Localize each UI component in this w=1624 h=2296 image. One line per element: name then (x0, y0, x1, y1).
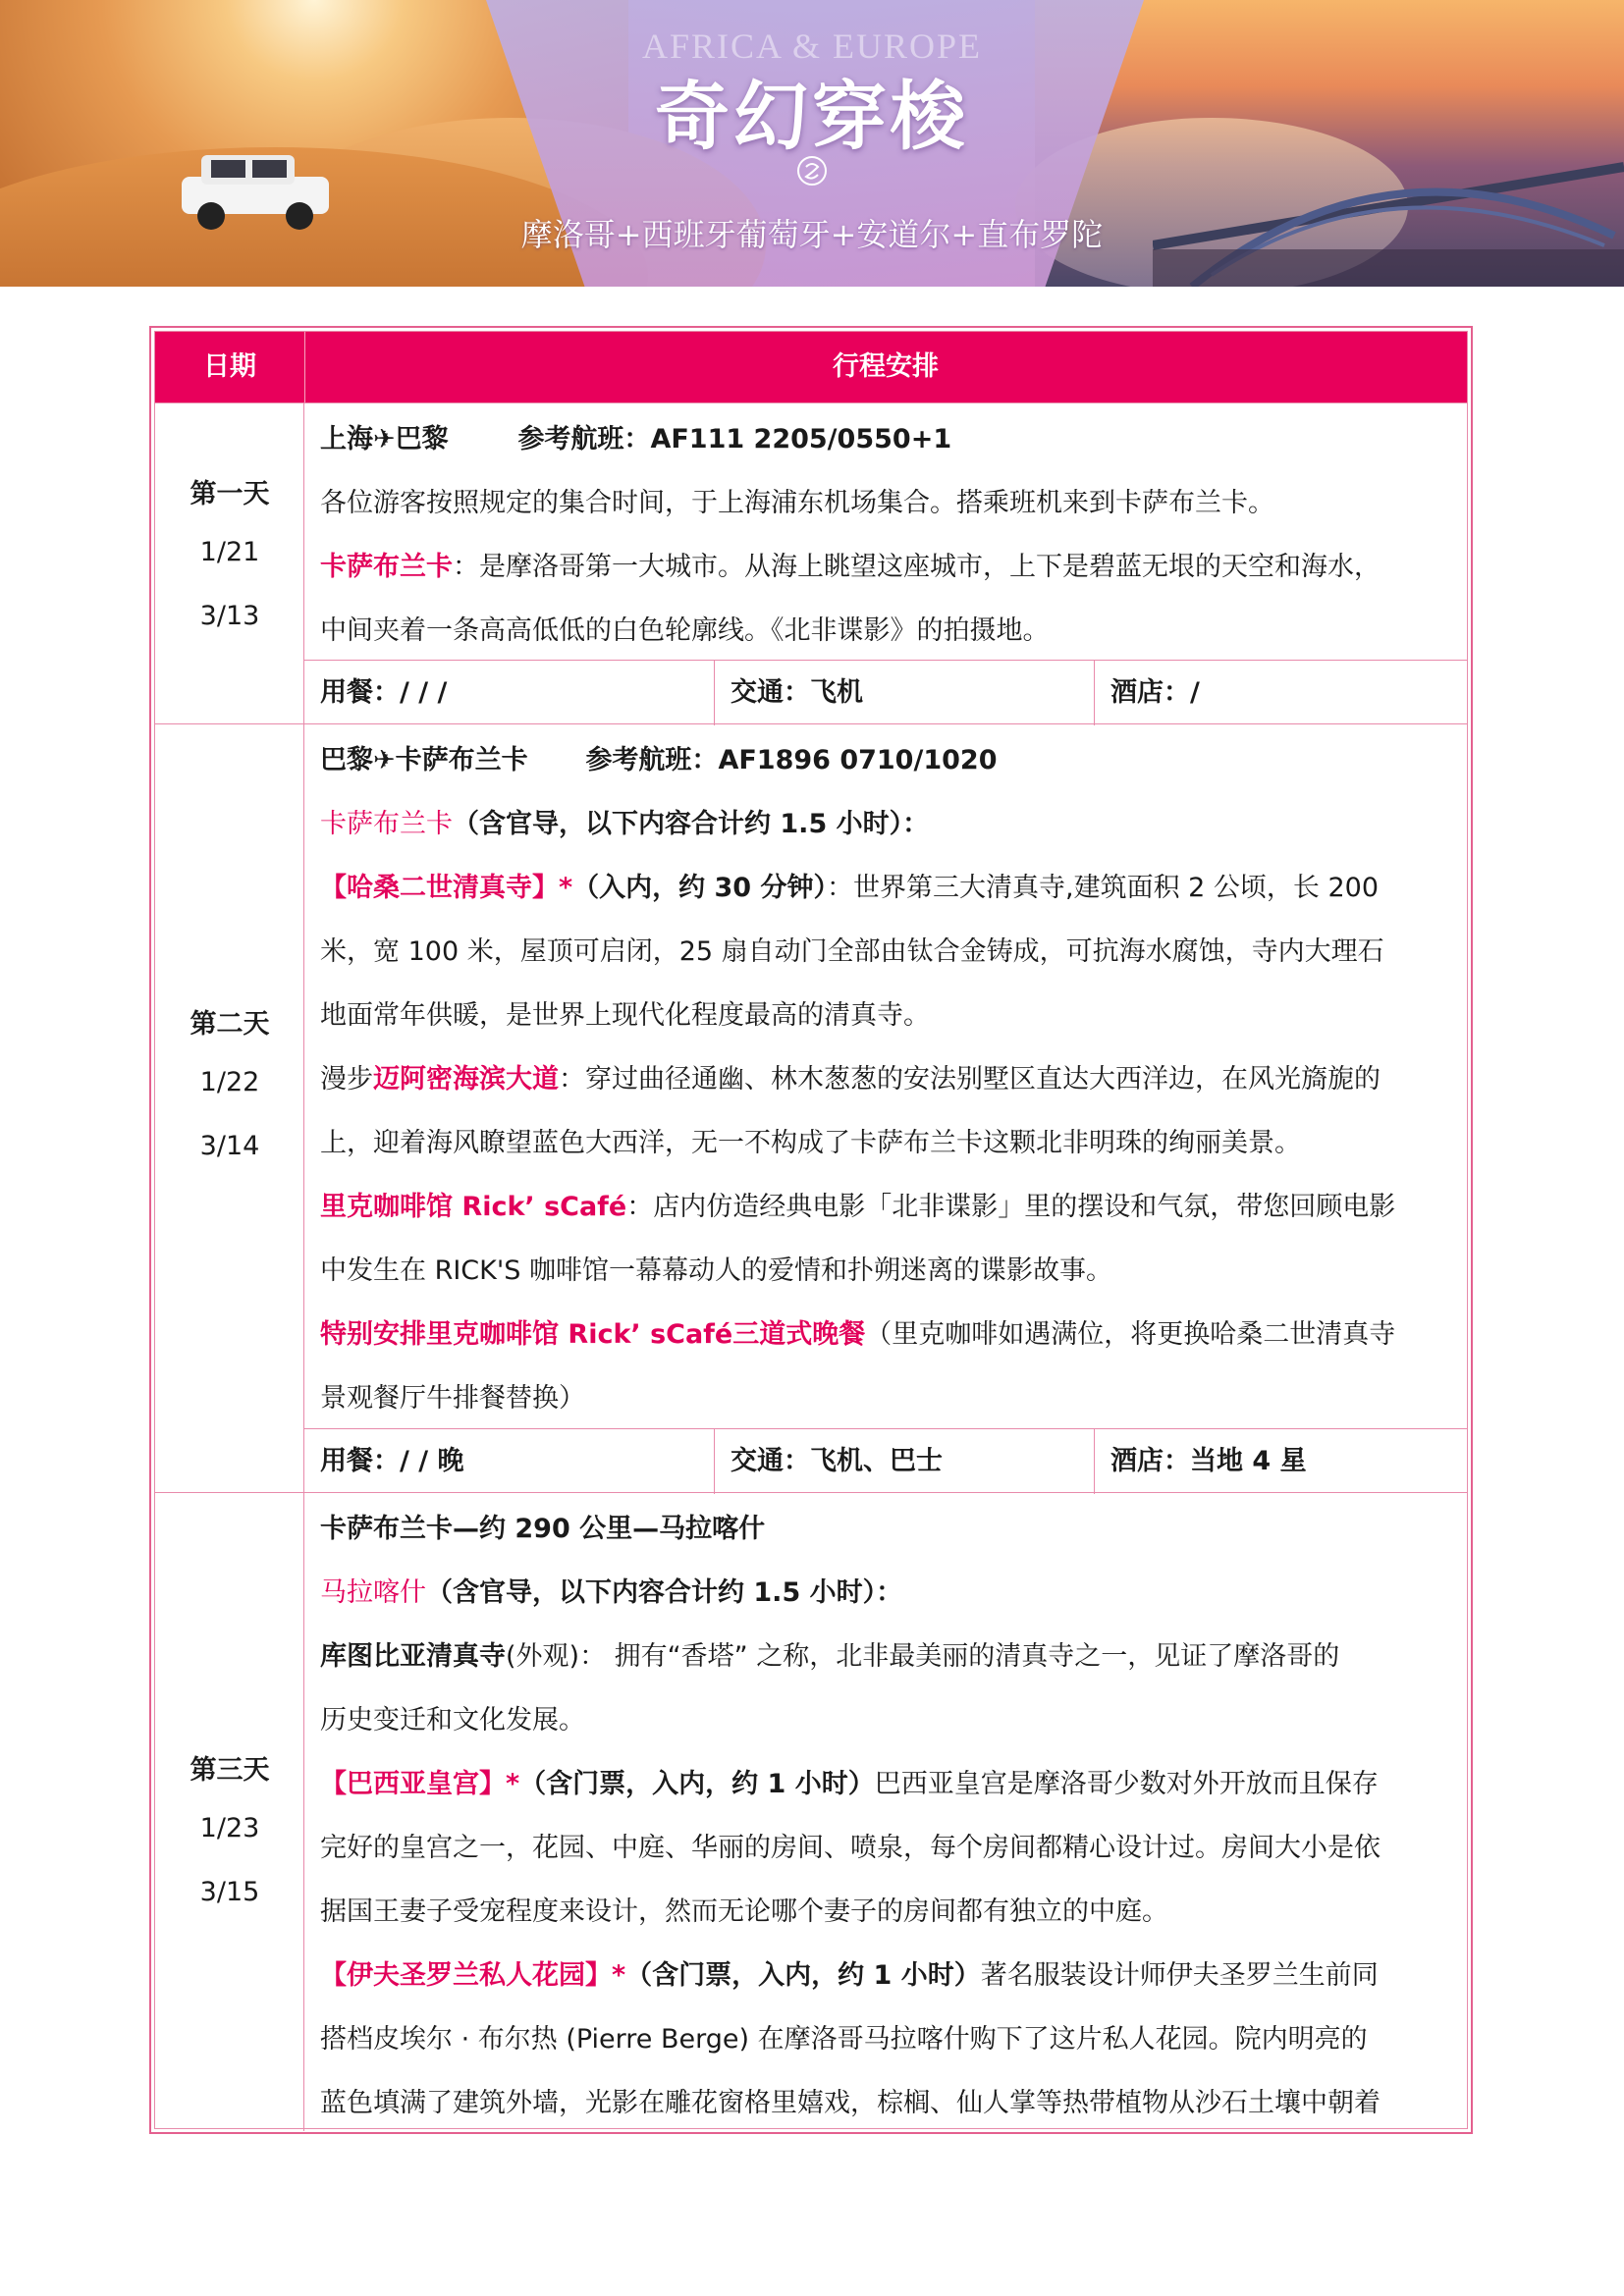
paragraph: 据国王妻子受宠程度来设计，然而无论哪个妻子的房间都有独立的中庭。 (320, 1896, 1168, 1927)
date-2: 3/15 (199, 1877, 260, 1907)
date-1: 1/21 (199, 537, 260, 567)
paragraph: 景观餐厅牛排餐替换） (320, 1383, 585, 1414)
date-1: 1/23 (199, 1813, 260, 1843)
route: 巴黎✈卡萨布兰卡 (320, 745, 528, 775)
day-summary (304, 660, 1467, 725)
keyword: 【哈桑二世清真寺】* (320, 873, 573, 903)
paragraph: 【伊夫圣罗兰私人花园】*（含门票，入内，约 1 小时）著名服装设计师伊夫圣罗兰生前同 (320, 1960, 1379, 1991)
header-date: 日期 (155, 332, 305, 402)
route-line: 卡萨布兰卡—约 290 公里—马拉喀什 (320, 1514, 766, 1544)
banner-subtitle: 摩洛哥+西班牙葡萄牙+安道尔+直布罗陀 (520, 216, 1104, 253)
keyword: 卡萨布兰卡 (320, 552, 453, 582)
day-summary (304, 1428, 1467, 1494)
route: 上海✈巴黎 (320, 424, 449, 454)
paragraph: 马拉喀什（含官导，以下内容合计约 1.5 小时）： (320, 1577, 903, 1608)
route-line (320, 738, 1455, 776)
table-row-day2 (155, 723, 1467, 1493)
paragraph: 各位游客按照规定的集合时间，于上海浦东机场集合。搭乘班机来到卡萨布兰卡。 (320, 488, 1274, 518)
date-1: 1/22 (199, 1067, 260, 1097)
meal-info: 用餐：/ / 晚 (320, 1446, 464, 1476)
route-line (320, 417, 1455, 455)
paragraph: 上，迎着海风瞭望蓝色大西洋，无一不构成了卡萨布兰卡这颗北非明珠的绚丽美景。 (320, 1128, 1301, 1158)
keyword: 【伊夫圣罗兰私人花园】* (320, 1960, 626, 1991)
date-2: 3/13 (199, 601, 260, 631)
date-cell (155, 403, 304, 724)
paragraph: 中间夹着一条高高低低的白色轮廓线。《北非谍影》的拍摄地。 (320, 615, 1050, 646)
keyword: 库图比亚清真寺 (320, 1641, 506, 1672)
table-row-day1 (155, 402, 1467, 724)
brand-logo-icon (796, 155, 828, 187)
table-row-day3 (155, 1492, 1467, 2131)
transport-info: 交通：飞机 (714, 661, 1094, 725)
flight-label: 参考航班： (585, 745, 719, 775)
keyword: 特别安排里克咖啡馆 Rick’ sCafé三道式晚餐 (320, 1319, 866, 1350)
header-plan: 行程安排 (833, 351, 939, 382)
paragraph: 蓝色填满了建筑外墙，光影在雕花窗格里嬉戏，棕榈、仙人掌等热带植物从沙石土壤中朝着 (320, 2088, 1380, 2118)
date-cell (155, 1493, 304, 2131)
banner-en-title: AFRICA & EUROPE (641, 27, 983, 66)
banner-title: 奇幻穿梭 (655, 73, 969, 160)
transport-info: 交通：飞机、巴士 (714, 1429, 1094, 1494)
paragraph: 完好的皇宫之一，花园、中庭、华丽的房间、喷泉，每个房间都精心设计过。房间大小是依 (320, 1833, 1380, 1863)
paragraph: 卡萨布兰卡（含官导，以下内容合计约 1.5 小时）： (320, 809, 930, 839)
keyword: 马拉喀什 (320, 1577, 426, 1608)
header-banner (0, 0, 1624, 287)
flight-number: AF111 2205/0550+1 (650, 424, 952, 454)
paragraph: 里克咖啡馆 Rick’ sCafé：店内仿造经典电影「北非谍影」里的摆设和气氛，带您回顾电影 (320, 1192, 1396, 1222)
paragraph: 卡萨布兰卡：是摩洛哥第一大城市。从海上眺望这座城市，上下是碧蓝无垠的天空和海水， (320, 552, 1380, 582)
paragraph: 漫步迈阿密海滨大道：穿过曲径通幽、林木葱葱的安法别墅区直达大西洋边，在风光旖旎的 (320, 1064, 1380, 1095)
paragraph: 历史变迁和文化发展。 (320, 1705, 585, 1735)
date-2: 3/14 (199, 1131, 260, 1161)
paragraph: 地面常年供暖，是世界上现代化程度最高的清真寺。 (320, 1000, 930, 1031)
keyword: 里克咖啡馆 Rick’ sCafé (320, 1192, 627, 1222)
paragraph: 【哈桑二世清真寺】*（入内，约 30 分钟）：世界第三大清真寺,建筑面积 2 公顷，长 200 (320, 873, 1380, 903)
date-cell (155, 724, 304, 1493)
paragraph: 特别安排里克咖啡馆 Rick’ sCafé三道式晚餐（里克咖啡如遇满位，将更换哈桑二世清真寺 (320, 1319, 1396, 1350)
day-label: 第三天 (189, 1755, 270, 1786)
itinerary-table (149, 326, 1473, 2134)
hotel-info: 酒店：当地 4 星 (1094, 1429, 1467, 1494)
table-header (155, 332, 1467, 402)
paragraph: 库图比亚清真寺(外观)： 拥有“香塔” 之称，北非最美丽的清真寺之一，见证了摩洛哥的 (320, 1641, 1340, 1672)
day-label: 第一天 (189, 479, 270, 509)
flight-number: AF1896 0710/1020 (718, 745, 998, 775)
keyword: 【巴西亚皇宫】* (320, 1769, 520, 1799)
keyword: 卡萨布兰卡 (320, 809, 453, 839)
hotel-info: 酒店：/ (1094, 661, 1467, 725)
paragraph: 【巴西亚皇宫】*（含门票，入内，约 1 小时）巴西亚皇宫是摩洛哥少数对外开放而且保存 (320, 1769, 1379, 1799)
paragraph: 搭档皮埃尔 · 布尔热 (Pierre Berge) 在摩洛哥马拉喀什购下了这片私人花园。院内明亮的 (320, 2024, 1368, 2055)
paragraph: 米，宽 100 米，屋顶可启闭，25 扇自动门全部由钛合金铸成，可抗海水腐蚀，寺内大理石 (320, 936, 1384, 967)
paragraph: 中发生在 RICK'S 咖啡馆一幕幕动人的爱情和扑朔迷离的谍影故事。 (320, 1255, 1113, 1286)
day-label: 第二天 (189, 1009, 270, 1040)
meal-info: 用餐：/ / / (320, 677, 448, 708)
flight-label: 参考航班： (517, 424, 651, 454)
keyword: 迈阿密海滨大道 (373, 1064, 559, 1095)
